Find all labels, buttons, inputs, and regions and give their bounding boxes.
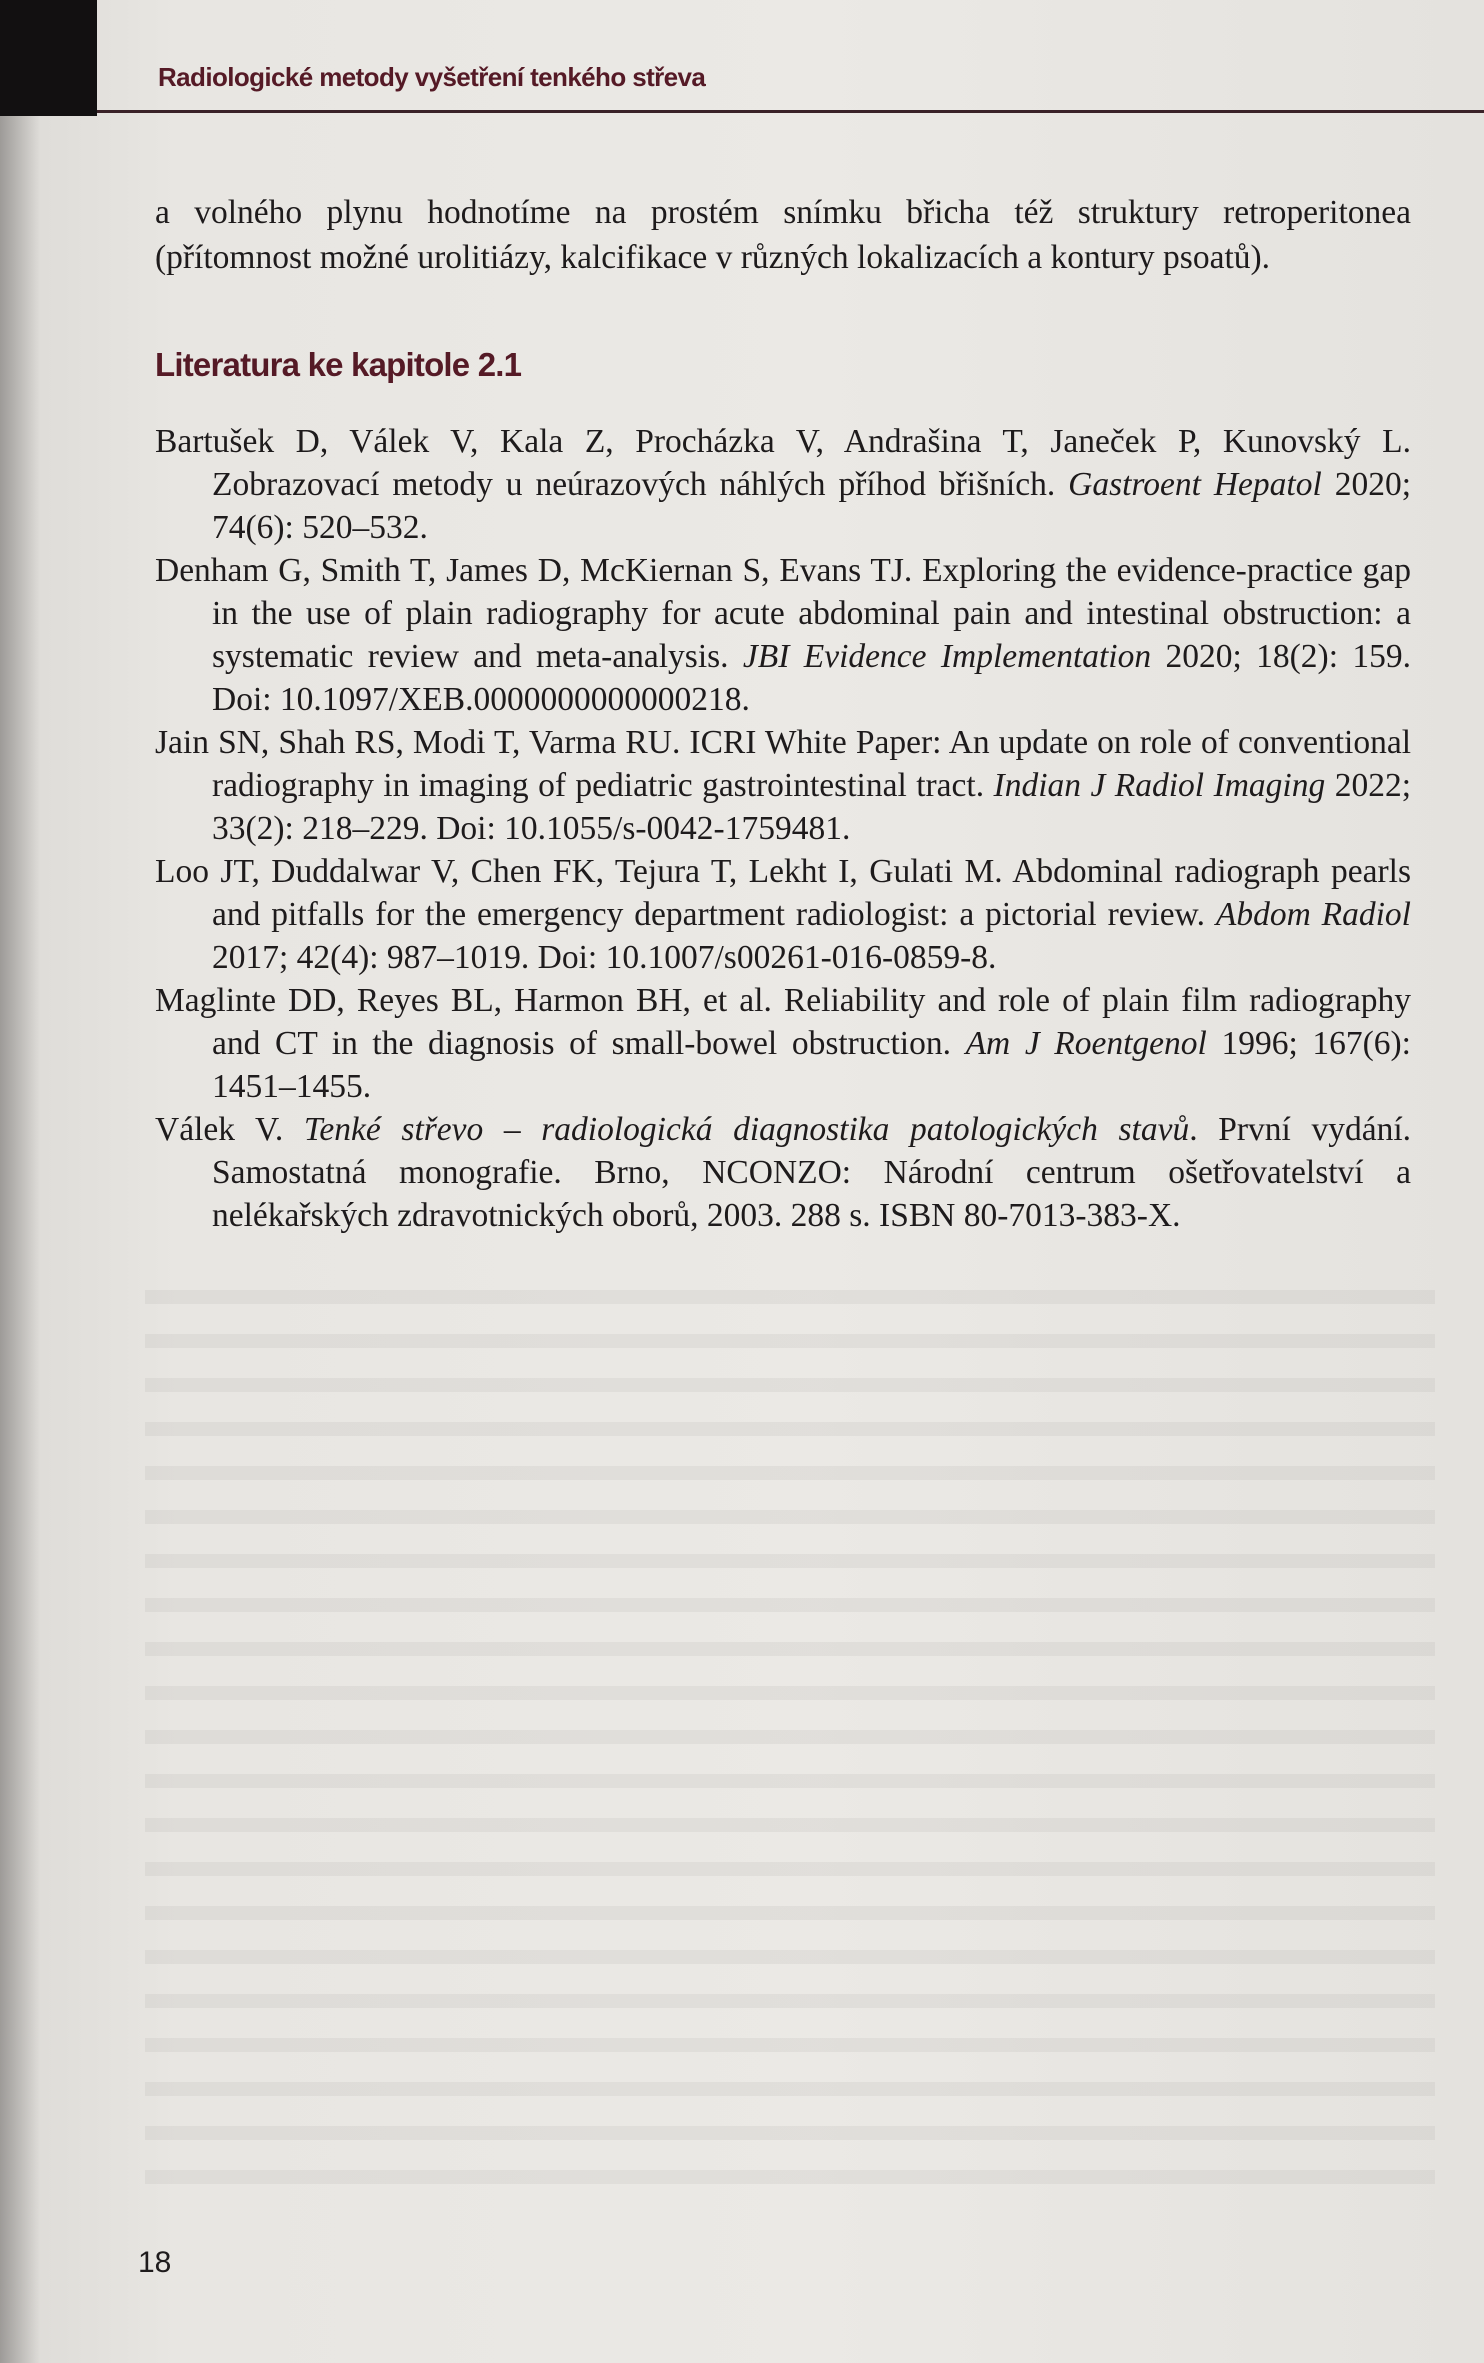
page-content — [155, 190, 1411, 1237]
reference-journal: Gastroent Hepatol — [1068, 466, 1322, 503]
reference-details: 2017; 42(4): 987–1019. Doi: 10.1007/s00261-016-0859-8. — [212, 939, 997, 976]
reference-item — [155, 1108, 1411, 1237]
reference-journal: JBI Evidence Implementation — [742, 638, 1152, 675]
reference-list — [155, 420, 1411, 1237]
reference-details: 2020; 18(2): 159. Doi: 10.1097/XEB.0000000000000218. — [212, 638, 1411, 718]
intro-paragraph: a volného plynu hodnotíme na prostém snímku břicha též struktury retroperitonea (přítomnost možné urolitiázy, kalcifikace v různých lokalizacích a kontury psoatů). — [155, 194, 1411, 276]
reference-item — [155, 979, 1411, 1108]
reference-text: Bartušek D, Válek V, Kala Z, Procházka V, Andrašina T, Janeček P, Kunovský L. Zobrazovací metody u neúrazových náhlých příhod břišních. — [155, 423, 1411, 503]
section-heading: Literatura ke kapitole 2.1 — [155, 346, 522, 383]
reference-text: Maglinte DD, Reyes BL, Harmon BH, et al. Reliability and role of plain film radiography and CT in the diagnosis of small-bowel obstruction. — [155, 982, 1411, 1062]
reference-text: Loo JT, Duddalwar V, Chen FK, Tejura T, Lekht I, Gulati M. Abdominal radiograph pearls and pitfalls for the emergency department radiologist: a pictorial review. — [155, 853, 1411, 933]
reference-item — [155, 549, 1411, 721]
reference-journal: Indian J Radiol Imaging — [993, 767, 1326, 804]
reference-journal: Am J Roentgenol — [965, 1025, 1207, 1062]
reference-journal: Tenké střevo – radiologická diagnostika patologických stavů — [303, 1111, 1190, 1148]
reference-text: Denham G, Smith T, James D, McKiernan S, Evans TJ. Exploring the evidence-practice gap in the use of plain radiography for acute abdominal pain and intestinal obstruction: a systematic review and meta-analysis. — [155, 552, 1411, 675]
reference-text: Válek V. — [155, 1111, 304, 1148]
reference-details: . První vydání. Samostatná monografie. Brno, NCONZO: Národní centrum ošetřovatelství a nelékařských zdravotnických oborů, 2003. 288 s. ISBN 80-7013-383-X. — [212, 1111, 1412, 1234]
show-through-text — [145, 1290, 1435, 2210]
binding-shadow — [0, 116, 40, 2363]
reference-details: 2020; 74(6): 520–532. — [212, 466, 1412, 546]
reference-item — [155, 721, 1411, 850]
chapter-corner-tab — [0, 0, 97, 116]
running-header: Radiologické metody vyšetření tenkého střeva — [158, 62, 706, 92]
reference-details: 1996; 167(6): 1451–1455. — [212, 1025, 1411, 1105]
header-rule — [97, 110, 1484, 113]
reference-details: 2022; 33(2): 218–229. Doi: 10.1055/s-0042-1759481. — [212, 767, 1411, 847]
page-number: 18 — [138, 2246, 172, 2279]
reference-item — [155, 850, 1411, 979]
reference-text: Jain SN, Shah RS, Modi T, Varma RU. ICRI White Paper: An update on role of conventional radiography in imaging of pediatric gastrointestinal tract. — [155, 724, 1411, 804]
reference-journal: Abdom Radiol — [1215, 896, 1411, 933]
reference-item — [155, 420, 1411, 549]
